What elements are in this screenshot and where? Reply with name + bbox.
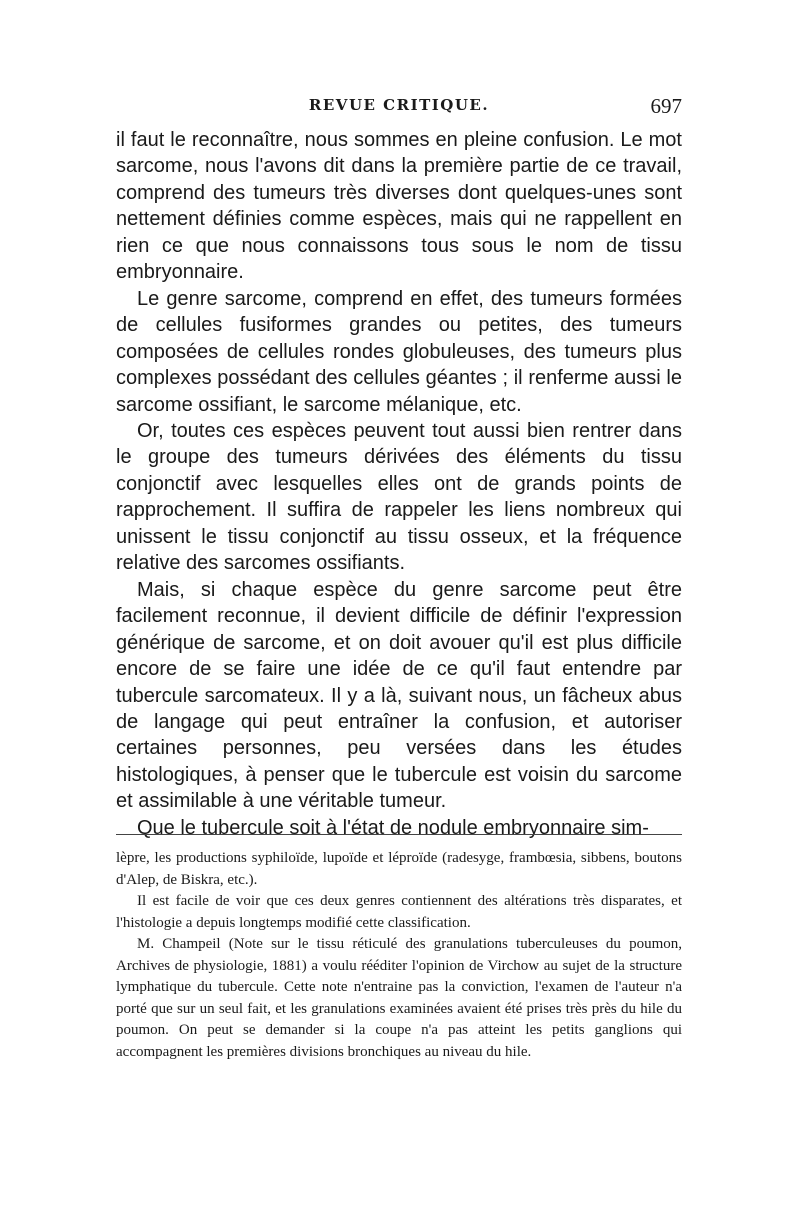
main-text <box>116 127 682 841</box>
footnote-separator <box>116 834 682 835</box>
paragraph: Le genre sarcome, comprend en effet, des tumeurs formées de cellules fusiformes grandes ou petites, des tumeurs composées de cellules rondes globuleuses, des tumeurs plus complexes possédant des cellules géantes ; il renferme aussi le sarcome ossifiant, le sarcome mélanique, etc. <box>116 287 682 416</box>
footnote-continuation: lèpre, les productions syphiloïde, lupoïde et léproïde (radesyge, frambœsia, sibbens, boutons d'Alep, de Biskra, etc.). <box>116 850 682 888</box>
running-title: REVUE CRITIQUE. <box>308 96 490 114</box>
paragraph-continuation: il faut le reconnaître, nous sommes en pleine confusion. Le mot sarcome, nous l'avons dit dans la première partie de ce travail, comprend des tumeurs très diverses dont quelques-unes sont nettement définies comme espèces, mais qui ne rappellent en rien ce que nous connaissons tous sous le nom de tissu embryonnaire. <box>116 129 682 284</box>
footnote: Il est facile de voir que ces deux genres contiennent des altérations très disparates, et l'histologie a depuis longtemps modifié cette classification. <box>116 893 682 931</box>
paragraph: Mais, si chaque espèce du genre sarcome peut être facilement reconnue, il devient difficile de définir l'expression générique de sarcome, et on doit avouer qu'il est plus difficile encore de se faire une idée de ce qu'il faut entendre par tubercule sarcomateux. Il y a là, suivant nous, un fâcheux abus de langage qui peut entraîner la confusion, et autoriser certaines personnes, peu versées dans les études histologiques, à penser que le tubercule est voisin du sarcome et assimilable à une véritable tumeur. <box>116 578 682 813</box>
paragraph: Que le tubercule soit à l'état de nodule embryonnaire sim- <box>137 816 649 839</box>
footnote: M. Champeil (Note sur le tissu réticulé des granulations tuberculeuses du poumon, Archives de physiologie, 1881) a voulu rééditer l'opinion de Virchow au sujet de la structure lymphatique du tubercule. Cette note n'entraine pas la conviction, l'examen de l'auteur n'a porté que sur un seul fait, et les granulations examinées avaient été prises très près du hile du poumon. On peut se demander si la coupe n'a pas atteint les petits ganglions qui accompagnent les premières divisions bronchiques au niveau du hile. <box>116 936 682 1060</box>
page-header <box>116 96 682 120</box>
footnotes <box>116 848 682 1063</box>
page-number: 697 <box>650 94 682 118</box>
paragraph: Or, toutes ces espèces peuvent tout aussi bien rentrer dans le groupe des tumeurs dérivées des éléments du tissu conjonctif avec lesquelles elles ont de grands points de rapprochement. Il suffira de rappeler les liens nombreux qui unissent le tissu conjonctif au tissu osseux, et la fréquence relative des sarcomes ossifiants. <box>116 419 682 575</box>
